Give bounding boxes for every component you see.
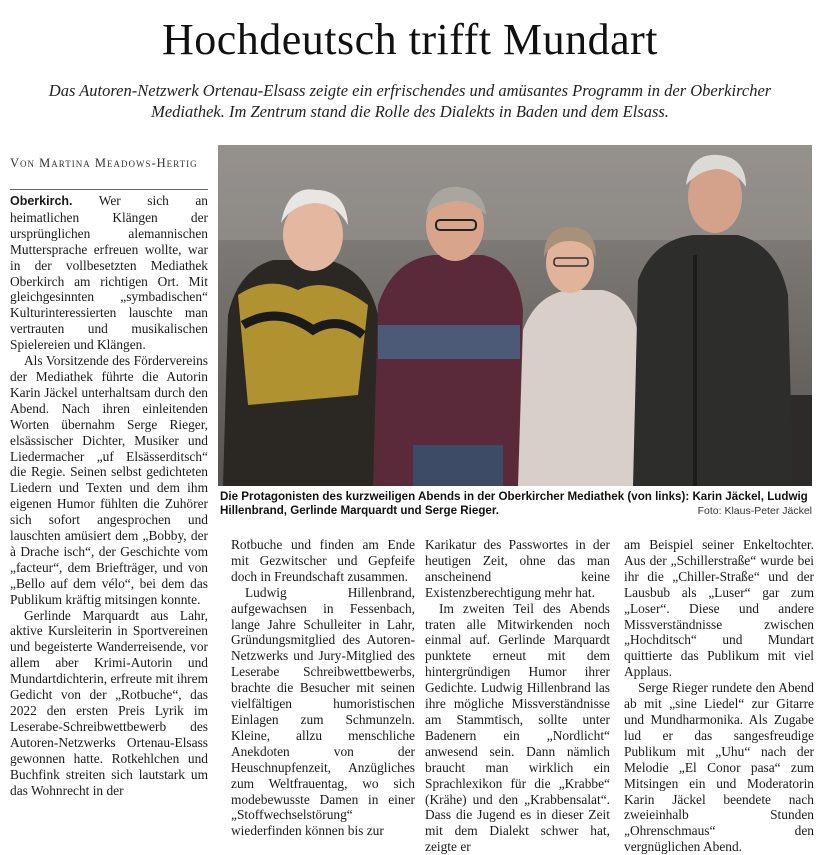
paragraph: Serge Rieger rundete den Abend ab mit „sine Liedel“ zur Gitarre und Mundharmonika. Als Zugabe lud er das sangesfreudige Publikum mit „Uhu“ nach der Melodie „El Conor pasa“ zum Mitsingen ein und Moderatorin Karin Jäckel beendete nach zweieinhalb Stunden „Ohrenschmaus“ den vergnüglichen Abend. bbox=[624, 680, 814, 855]
paragraph: Gerlinde Marquardt aus Lahr, aktive Kursleiterin in Sportvereinen und begeisterte Wanderreisende, vor allem aber Krimi-Autorin und Mundartdichterin, erfreute mit ihrem Gedicht von der „Rotbuche“, das 2022 den ersten Preis Lyrik im Leserabe-Schreibwettbewerb des Autoren-Netzwerks Ortenau-Elsass gewonnen hatte. Rotkehlchen und Buchfink streiten sich lautstark um das Wohnrecht in der bbox=[10, 607, 208, 798]
article-column-4 bbox=[624, 537, 814, 855]
article-photo bbox=[218, 145, 812, 486]
article-subline: Das Autoren-Netzwerk Ortenau-Elsass zeigte ein erfrischendes und amüsantes Programm in der Oberkircher Mediathek. Im Zentrum stand die Rolle des Dialekts in Baden und dem Elsass. bbox=[48, 81, 772, 121]
paragraph-text: Wer sich an heimatlichen Klängen der ursprünglichen alemannischen Muttersprache erfreuen wollte, war in der vollbesetzten Mediathek Oberkirch am richtigen Ort. Mit gleichgesinnten „symbadischen“ Kulturinteressierten lauschte man vertrauten und musikalischen Spielereien und Klängen. bbox=[10, 193, 208, 353]
paragraph: Als Vorsitzende des Fördervereins der Mediathek führte die Autorin Karin Jäckel unterhaltsam durch den Abend. Nach ihren einleitenden Worten übernahm Serge Rieger, elsässischer Dichter, Musiker und Liedermacher „uf Elsässerditsch“ die Regie. Seinen selbst gedichteten Liedern und Texten und dem ihm eigenen Humor fühlten die Zuhörer sich sofort angesprochen und lauschten amüsiert dem „Bobby, der à Drache isch“, der Geschichte vom „facteur“, dem Briefträger, und von „Bello auf dem vélo“, bei dem das Publikum kräftig mitsingen konnte. bbox=[10, 353, 208, 607]
article-column-3 bbox=[425, 537, 610, 855]
paragraph: Karikatur des Passwortes in der heutigen Zeit, ohne das man anscheinend keine Existenzberechtigung mehr hat. bbox=[425, 537, 610, 600]
group-photo-illustration bbox=[218, 145, 812, 486]
photo-credit: Foto: Klaus-Peter Jäckel bbox=[692, 505, 812, 517]
article-column-1 bbox=[10, 193, 208, 825]
paragraph: Ludwig Hillenbrand, aufgewachsen in Fessenbach, lange Jahre Schulleiter in Lahr, Gründungsmitglied des Autoren-Netzwerks und Jury-Mitglied des Leserabe Schreibwettbewerbs, brachte die Besucher mit seinen vielfältigen humoristischen Einlagen zum Schmunzeln. Kleine, allzu menschliche Anekdoten von der Heuschnupfenzeit, Anzügliches zum Weltfrauentag, wo sich modebewusste Damen in einer „Stoffwechselstörung“ wiederfinden können bis zur bbox=[231, 584, 415, 839]
paragraph: Rotbuche und finden am Ende mit Gezwitscher und Gepfeife doch in Freundschaft zusammen. bbox=[231, 537, 415, 584]
dateline: Oberkirch. bbox=[10, 194, 73, 208]
article-headline: Hochdeutsch trifft Mundart bbox=[161, 15, 659, 64]
author-divider bbox=[10, 189, 208, 190]
photo-caption: Die Protagonisten des kurzweiligen Abends in der Oberkircher Mediathek (von links): Karin Jäckel, Ludwig Hillenbrand, Gerlinde Marquardt und Serge Rieger. bbox=[220, 490, 808, 517]
paragraph: am Beispiel seiner Enkeltochter. Aus der „Schillerstraße“ wurde bei ihr die „Chiller-Straße“ und der Lausbub als „Luser“ gar zum „Loser“. Diese und andere Missverständnisse zwischen „Hochditsch“ und Mundart quittierte das Publikum mit viel Applaus. bbox=[624, 537, 814, 680]
author-byline: Von Martina Meadows-Hertig bbox=[10, 156, 198, 170]
paragraph bbox=[10, 193, 208, 353]
paragraph: Im zweiten Teil des Abends traten alle Mitwirkenden noch einmal auf. Gerlinde Marquardt punktete erneut mit dem hintergründigen Humor ihrer Gedichte. Ludwig Hillenbrand las ihre mögliche Missverständnisse am Stammtisch, sollte unter Badenern ein „Nordlicht“ anwesend sein. Dann nämlich braucht man wirklich ein Sprachlexikon für die „Krabbe“ (Krähe) und den „Krabbensalat“. Dass die Jugend es in dieser Zeit mit dem Dialekt schwer hat, zeigte er bbox=[425, 600, 610, 855]
article-column-2 bbox=[231, 537, 415, 839]
